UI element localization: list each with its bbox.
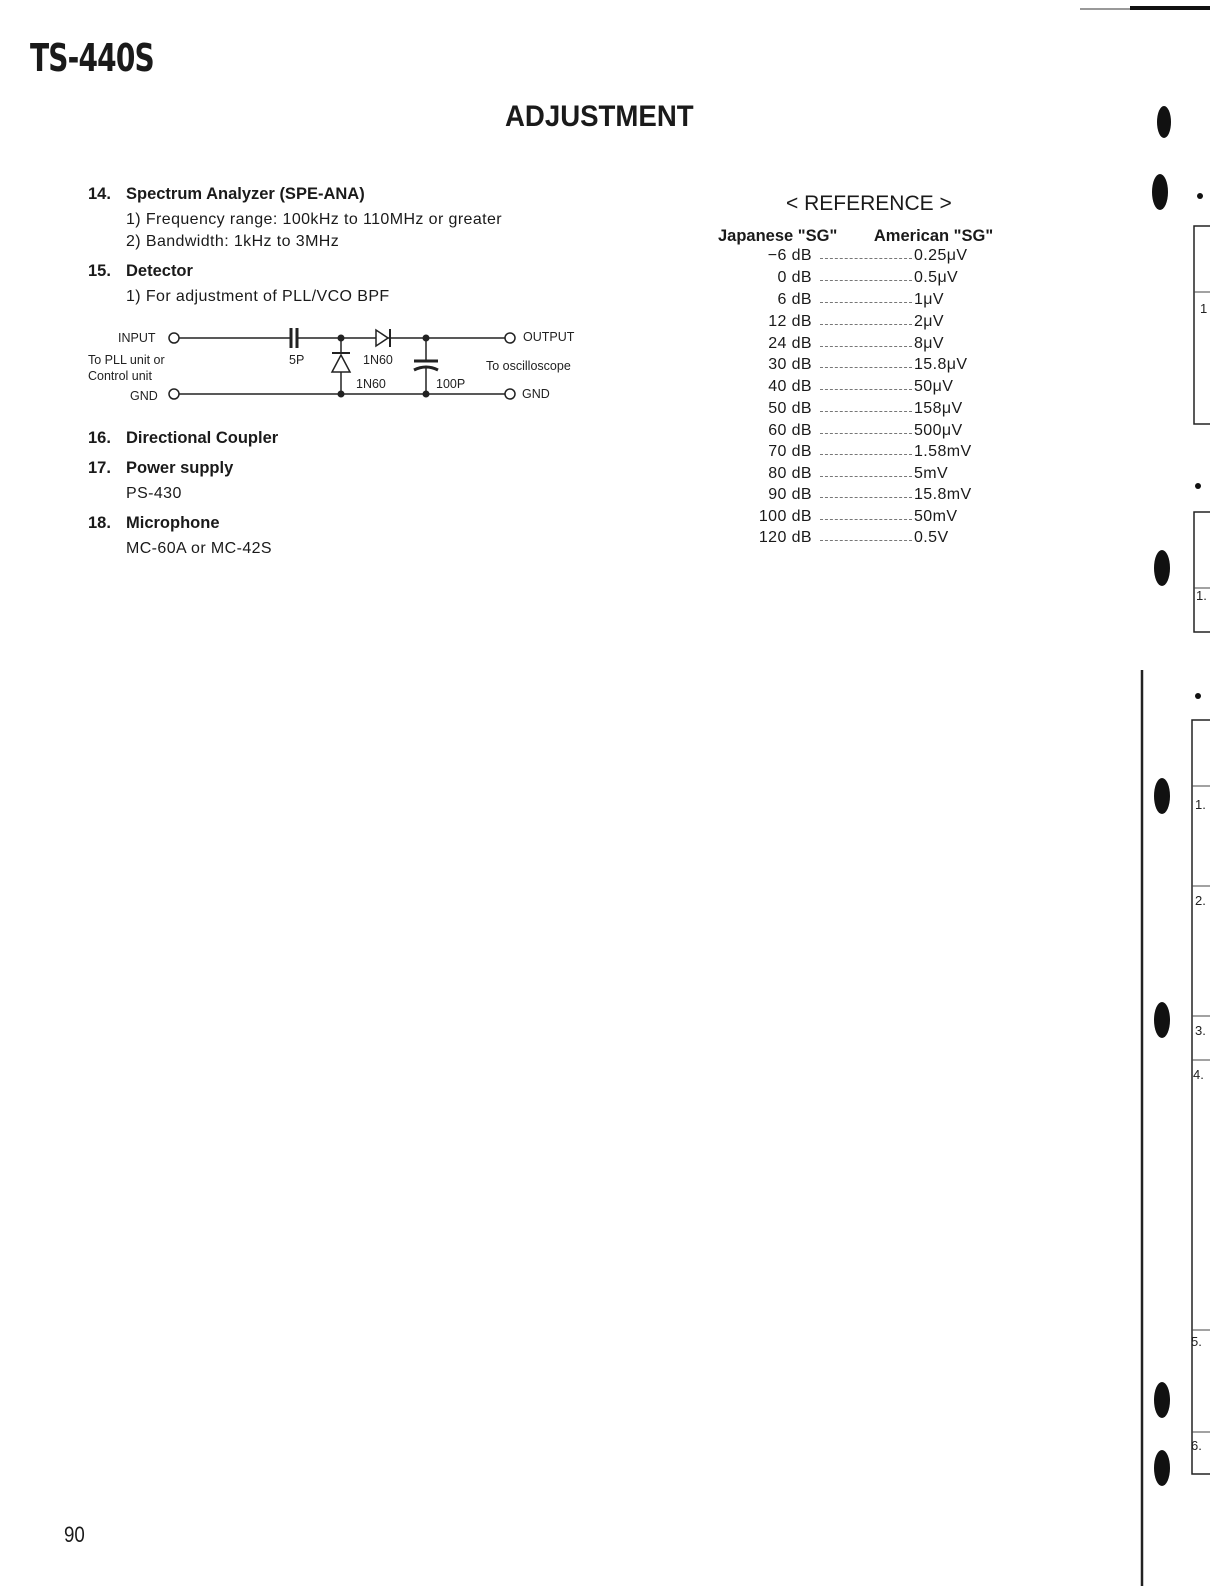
section-14 [88,185,365,204]
scan-edge-artifacts [1080,0,1224,1586]
db-value: 80 dB [768,465,812,482]
cap-100p-label: 100P [436,377,466,391]
leader-dots [820,540,912,541]
gnd-terminal-left [169,389,179,399]
leader-dots [820,367,912,368]
diode-shunt-symbol [332,355,350,372]
db-value: 6 dB [777,291,812,308]
db-value: 90 dB [768,486,812,503]
model-name: TS-440S [30,36,154,80]
adjacent-step-number: 1. [1196,588,1207,603]
dest-label: To oscilloscope [486,359,571,373]
source-label-1: To PLL unit or [88,353,165,367]
leader-dots [820,302,912,303]
col-american-sg: American "SG" [873,227,994,245]
db-value: 40 dB [768,378,812,395]
section-15 [88,262,193,281]
section-17-item-1: PS-430 [126,485,182,502]
section-15-item-1: 1) For adjustment of PLL/VCO BPF [126,288,390,305]
db-value: 60 dB [768,422,812,439]
input-terminal [169,333,179,343]
adjacent-step-number: 1. [1195,797,1206,812]
sg-value: 50mV [914,508,958,525]
leader-dots [820,497,912,498]
diode-series-symbol [376,330,388,346]
section-heading [88,514,220,533]
section-title: Power supply [126,459,234,477]
output-terminal [505,333,515,343]
section-title: Detector [126,262,193,280]
reference-column-headers [718,227,993,246]
db-value: 30 dB [768,356,812,373]
section-number: 16. [88,429,111,447]
sg-value: 0.25μV [914,247,968,264]
leader-dots [820,454,912,455]
section-14-item-1: 1) Frequency range: 100kHz to 110MHz or greater [126,211,503,228]
section-heading [88,262,193,281]
output-label: OUTPUT [523,330,575,344]
section-title: Spectrum Analyzer (SPE-ANA) [126,185,365,203]
leader-dots [820,258,912,259]
diode-series-label: 1N60 [363,353,393,367]
leader-dots [820,324,912,325]
gnd-terminal-right [505,389,515,399]
col-japanese-sg: Japanese "SG" [718,227,838,245]
sg-value: 0.5V [914,529,949,546]
section-title: Microphone [126,514,220,532]
section-number: 15. [88,262,111,280]
leader-dots [820,389,912,390]
section-number: 14. [88,185,111,203]
sg-value: 0.5μV [914,269,959,286]
binder-hole-marks [1152,106,1203,1486]
adjacent-step-number: 4. [1193,1067,1204,1082]
db-value: 70 dB [768,443,812,460]
sg-value: 50μV [914,378,954,395]
leader-dots [820,519,912,520]
reference-title: < REFERENCE > [786,192,952,215]
section-17 [88,459,233,478]
diode-shunt-label: 1N60 [356,377,386,391]
db-value: 50 dB [768,400,812,417]
leader-dots [820,476,912,477]
sg-value: 5mV [914,465,949,482]
adjacent-step-number: 6. [1191,1438,1202,1453]
sg-value: 158μV [914,400,963,417]
adjacent-step-number: 5. [1191,1334,1202,1349]
sg-value: 1μV [914,291,944,308]
db-value: −6 dB [767,247,812,264]
cap-5p-label: 5P [289,353,305,367]
sg-value: 2μV [914,313,944,330]
input-label: INPUT [118,331,156,345]
gnd-label-right: GND [522,387,550,401]
db-value: 0 dB [777,269,812,286]
adjacent-step-number: 3. [1195,1023,1206,1038]
section-18-item-1: MC-60A or MC-42S [126,540,272,557]
detector-circuit-diagram [80,320,600,415]
leader-dots [820,346,912,347]
sg-value: 15.8μV [914,356,968,373]
sg-value: 15.8mV [914,486,972,503]
source-label-2: Control unit [88,369,152,383]
section-heading [88,185,365,204]
db-value: 24 dB [768,335,812,352]
leader-dots [820,280,912,281]
sg-value: 1.58mV [914,443,972,460]
section-18 [88,514,220,533]
section-number: 18. [88,514,111,532]
gnd-label-left: GND [130,389,158,403]
db-value: 12 dB [768,313,812,330]
section-title: Directional Coupler [126,429,279,447]
page-title: ADJUSTMENT [505,100,694,133]
section-heading [88,459,233,478]
leader-dots [820,411,912,412]
db-value: 120 dB [758,529,812,546]
adjacent-step-number: 1 [1200,301,1208,316]
leader-dots [820,433,912,434]
section-number: 17. [88,459,111,477]
section-14-item-2: 2) Bandwidth: 1kHz to 3MHz [126,233,340,250]
page-number: 90 [64,1522,85,1547]
sg-value: 8μV [914,335,944,352]
db-value: 100 dB [758,508,812,525]
adjacent-step-number: 2. [1195,893,1206,908]
sg-value: 500μV [914,422,963,439]
section-16 [88,429,278,448]
section-heading [88,429,278,448]
